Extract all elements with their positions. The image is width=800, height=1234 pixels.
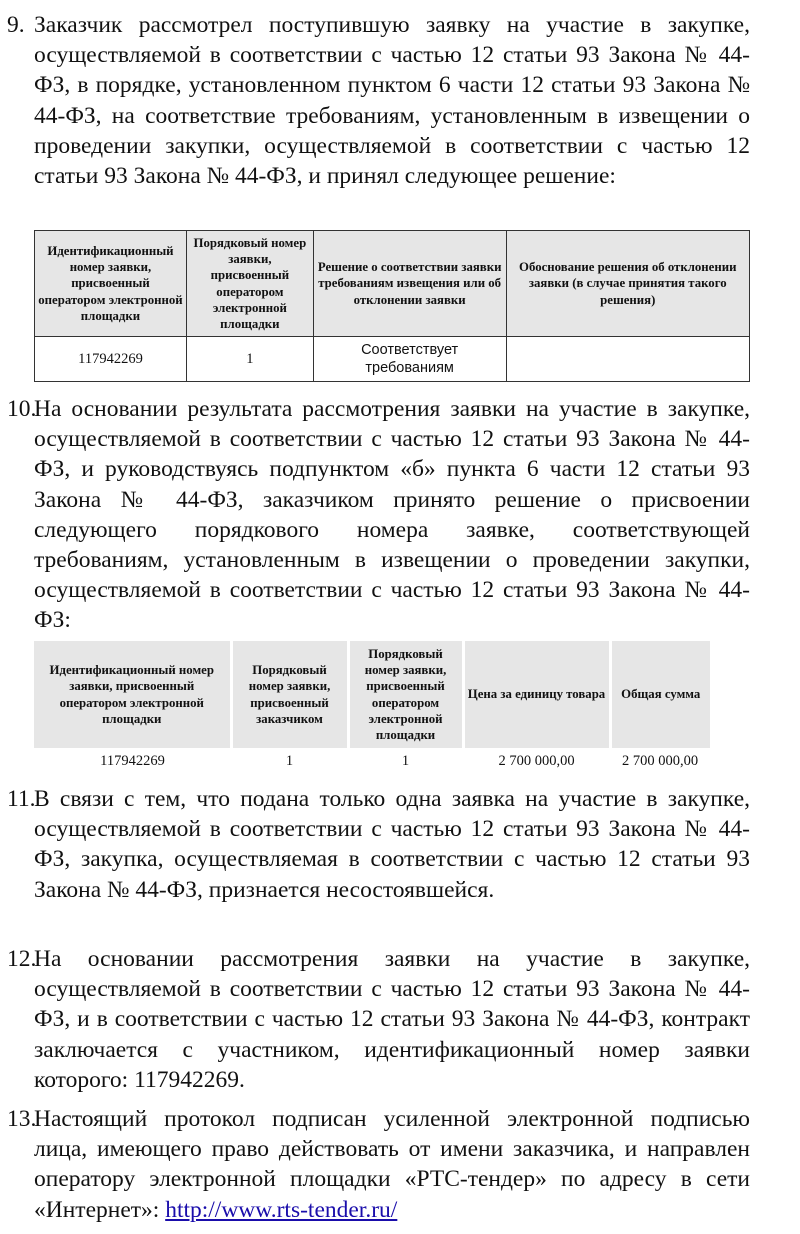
- ranking-table-header-id: Идентификационный номер заявки, присвоенный оператором электронной площадки: [34, 641, 231, 748]
- item-12: [7, 944, 750, 1095]
- decision-table-cell-id: 117942269: [35, 337, 187, 382]
- decision-table-header-number: Порядковый номер заявки, присвоенный оператором электронной площадки: [186, 231, 313, 337]
- item-13-number: 13.: [7, 1106, 37, 1132]
- item-13-text: Настоящий протокол подписан усиленной электронной подписью лица, имеющего право действовать от имени заказчика, и направлен оператору электронной площадки «РТС-тендер» по адресу в сети «Интернет»:: [34, 1106, 750, 1223]
- item-10: [7, 394, 750, 636]
- item-9-number: 9.: [7, 12, 25, 38]
- item-12-number: 12.: [7, 946, 37, 972]
- decision-table: [34, 230, 750, 382]
- decision-table-cell-reason: [506, 337, 750, 382]
- item-9: [7, 10, 750, 191]
- item-11-text: В связи с тем, что подана только одна заявка на участие в закупке, осуществляемой в соответствии с частью 12 статьи 93 Закона № 44-ФЗ, закупка, осуществляемая в соответствии с частью 12 статьи 93 Закона № 44-ФЗ, признается несостоявшейся.: [34, 786, 750, 903]
- decision-table-header-decision: Решение о соответствии заявки требованиям извещения или об отклонении заявки: [313, 231, 506, 337]
- ranking-table-cell-id: 117942269: [100, 752, 165, 769]
- ranking-table-header-unit-price: Цена за единицу товара: [463, 641, 610, 748]
- item-12-text: На основании рассмотрения заявки на участие в закупке, осуществляемой в соответствии с частью 12 статьи 93 Закона № 44-ФЗ, и в соответствии с частью 12 статьи 93 Закона № 44-ФЗ, контракт заключается с участником, идентификационный номер заявки которого: 117942269.: [34, 946, 750, 1093]
- item-9-text: Заказчик рассмотрел поступившую заявку на участие в закупке, осуществляемой в соответствии с частью 12 статьи 93 Закона № 44-ФЗ, в порядке, установленном пунктом 6 части 12 статьи 93 Закона № 44-ФЗ, на соответствие требованиям, установленным в извещении о проведении закупки, осуществляемой в соответствии с частью 12 статьи 93 Закона № 44-ФЗ, и принял следующее решение:: [34, 12, 750, 190]
- decision-table-header-id: Идентификационный номер заявки, присвоенный оператором электронной площадки: [35, 231, 187, 337]
- item-11-number: 11.: [7, 786, 36, 812]
- decision-table-cell-decision: Соответствует требованиям: [313, 337, 506, 382]
- ranking-table: [34, 641, 710, 773]
- ranking-table-cell-customer-number: 1: [285, 752, 294, 769]
- item-13: [7, 1104, 750, 1225]
- item-10-number: 10.: [7, 396, 37, 422]
- table-row: [34, 748, 710, 773]
- decision-table-cell-number: 1: [186, 337, 313, 382]
- item-10-text: На основании результата рассмотрения заявки на участие в закупке, осуществляемой в соответствии с частью 12 статьи 93 Закона № 44-ФЗ, и руководствуясь подпунктом «б» пункта 6 части 12 статьи 93 Закона № 44-ФЗ, заказчиком принято решение о присвоении следующего порядкового номера заявке, соответствующей требованиям, установленным в извещении о проведении закупки, осуществляемой в соответствии с частью 12 статьи 93 Закона № 44-ФЗ:: [34, 396, 750, 634]
- ranking-table-header-total: Общая сумма: [610, 641, 710, 748]
- ranking-table-cell-total: 2 700 000,00: [621, 752, 699, 769]
- item-11: [7, 784, 750, 905]
- rts-tender-link[interactable]: http://www.rts-tender.ru/: [165, 1196, 398, 1223]
- ranking-table-cell-operator-number: 1: [401, 752, 410, 769]
- ranking-table-header-operator-number: Порядковый номер заявки, присвоенный оператором электронной площадки: [348, 641, 463, 748]
- decision-table-header-reason: Обоснование решения об отклонении заявки (в случае принятия такого решения): [506, 231, 750, 337]
- table-row: [35, 337, 750, 382]
- ranking-table-header-customer-number: Порядковый номер заявки, присвоенный заказчиком: [231, 641, 348, 748]
- decision-table-header-row: [35, 231, 750, 337]
- ranking-table-cell-unit-price: 2 700 000,00: [498, 752, 575, 769]
- ranking-table-header-row: [34, 641, 710, 748]
